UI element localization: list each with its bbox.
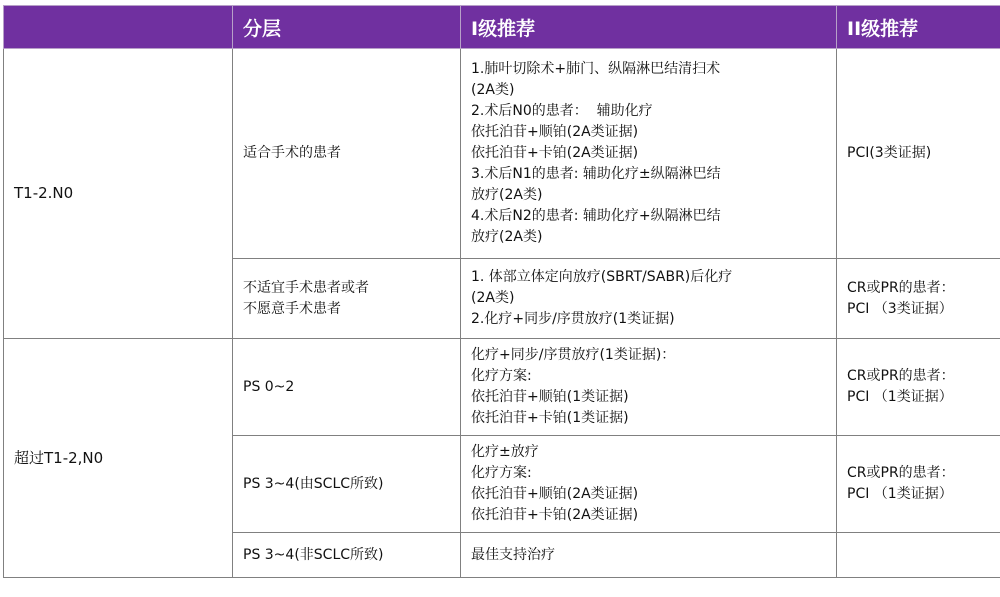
level1-cell-line: 依托泊苷+顺铂(2A类证据): [471, 486, 639, 502]
layer-cell-line: PS 3~4(非SCLC所致): [243, 546, 384, 563]
level1-cell-line: 依托泊苷+卡铂(2A类证据): [471, 507, 639, 523]
level1-cell-line: (2A类): [471, 290, 515, 306]
level1-cell-line: 放疗(2A类): [471, 229, 543, 245]
header-layer: 分层: [233, 6, 461, 49]
level1-cell-line: 2.化疗+同步/序贯放疗(1类证据): [471, 311, 675, 327]
header-stage: [4, 6, 233, 49]
level1-cell: [461, 533, 837, 578]
level1-cell: [461, 339, 837, 436]
layer-cell: [233, 339, 461, 436]
header-level1: I级推荐: [461, 6, 837, 49]
header-row: [4, 6, 1000, 49]
table-body: [4, 49, 1000, 578]
level2-cell: [837, 259, 1000, 339]
layer-cell-line: 不愿意手术患者: [243, 300, 341, 317]
level1-cell-line: 最佳支持治疗: [471, 546, 555, 563]
level1-cell-line: 1. 体部立体定向放疗(SBRT/SABR)后化疗: [471, 269, 733, 285]
level1-cell-line: 依托泊苷+顺铂(1类证据): [471, 389, 629, 405]
layer-cell-line: PS 0~2: [243, 378, 295, 395]
level2-cell-line: CR或PR的患者：: [847, 279, 955, 296]
level1-cell: [461, 259, 837, 339]
level1-cell-line: 依托泊苷+顺铂(2A类证据): [471, 124, 639, 140]
level2-cell: [837, 339, 1000, 436]
stage-cell: 超过T1-2,N0: [4, 339, 233, 578]
level2-cell-line: CR或PR的患者：: [847, 368, 955, 384]
level1-cell-line: 化疗方案:: [471, 368, 532, 384]
layer-cell-line: PS 3~4(由SCLC所致): [243, 475, 384, 492]
level1-cell: [461, 49, 837, 259]
layer-cell: [233, 533, 461, 578]
level1-cell-line: 依托泊苷+卡铂(1类证据): [471, 410, 629, 426]
level1-cell-line: 化疗方案:: [471, 465, 532, 481]
level1-cell-line: (2A类): [471, 82, 515, 98]
level2-cell-line: PCI （1类证据）: [847, 486, 953, 502]
level1-cell-line: 依托泊苷+卡铂(2A类证据): [471, 145, 639, 161]
level1-cell: [461, 436, 837, 533]
layer-cell-line: 适合手术的患者: [243, 145, 341, 161]
level1-cell-line: 化疗±放疗: [471, 444, 539, 460]
level2-cell-line: CR或PR的患者：: [847, 465, 955, 481]
layer-cell: [233, 259, 461, 339]
level1-cell-line: 放疗(2A类): [471, 187, 543, 203]
level1-cell-line: 1.肺叶切除术+肺门、纵隔淋巴结清扫术: [471, 61, 721, 77]
level2-cell: [837, 49, 1000, 259]
level2-cell: [837, 436, 1000, 533]
level1-cell-line: 化疗+同步/序贯放疗(1类证据)：: [471, 347, 676, 363]
level1-cell-line: 4.术后N2的患者: 辅助化疗+纵隔淋巴结: [471, 208, 721, 224]
level2-cell-line: PCI(3类证据): [847, 145, 932, 161]
level2-cell-line: PCI （1类证据）: [847, 389, 953, 405]
layer-cell-line: 不适宜手术患者或者: [243, 279, 369, 296]
level1-cell-line: 2.术后N0的患者： 辅助化疗: [471, 103, 653, 119]
level1-cell-line: 3.术后N1的患者: 辅助化疗±纵隔淋巴结: [471, 166, 721, 182]
level2-cell-line: PCI （3类证据）: [847, 300, 953, 317]
table-row: [4, 339, 1000, 436]
header-level2: II级推荐: [837, 6, 1000, 49]
layer-cell: [233, 49, 461, 259]
level2-cell: [837, 533, 1000, 578]
layer-cell: [233, 436, 461, 533]
stage-cell: T1-2.N0: [4, 49, 233, 339]
table-row: [4, 49, 1000, 259]
treatment-recommendation-table: [3, 5, 1000, 578]
